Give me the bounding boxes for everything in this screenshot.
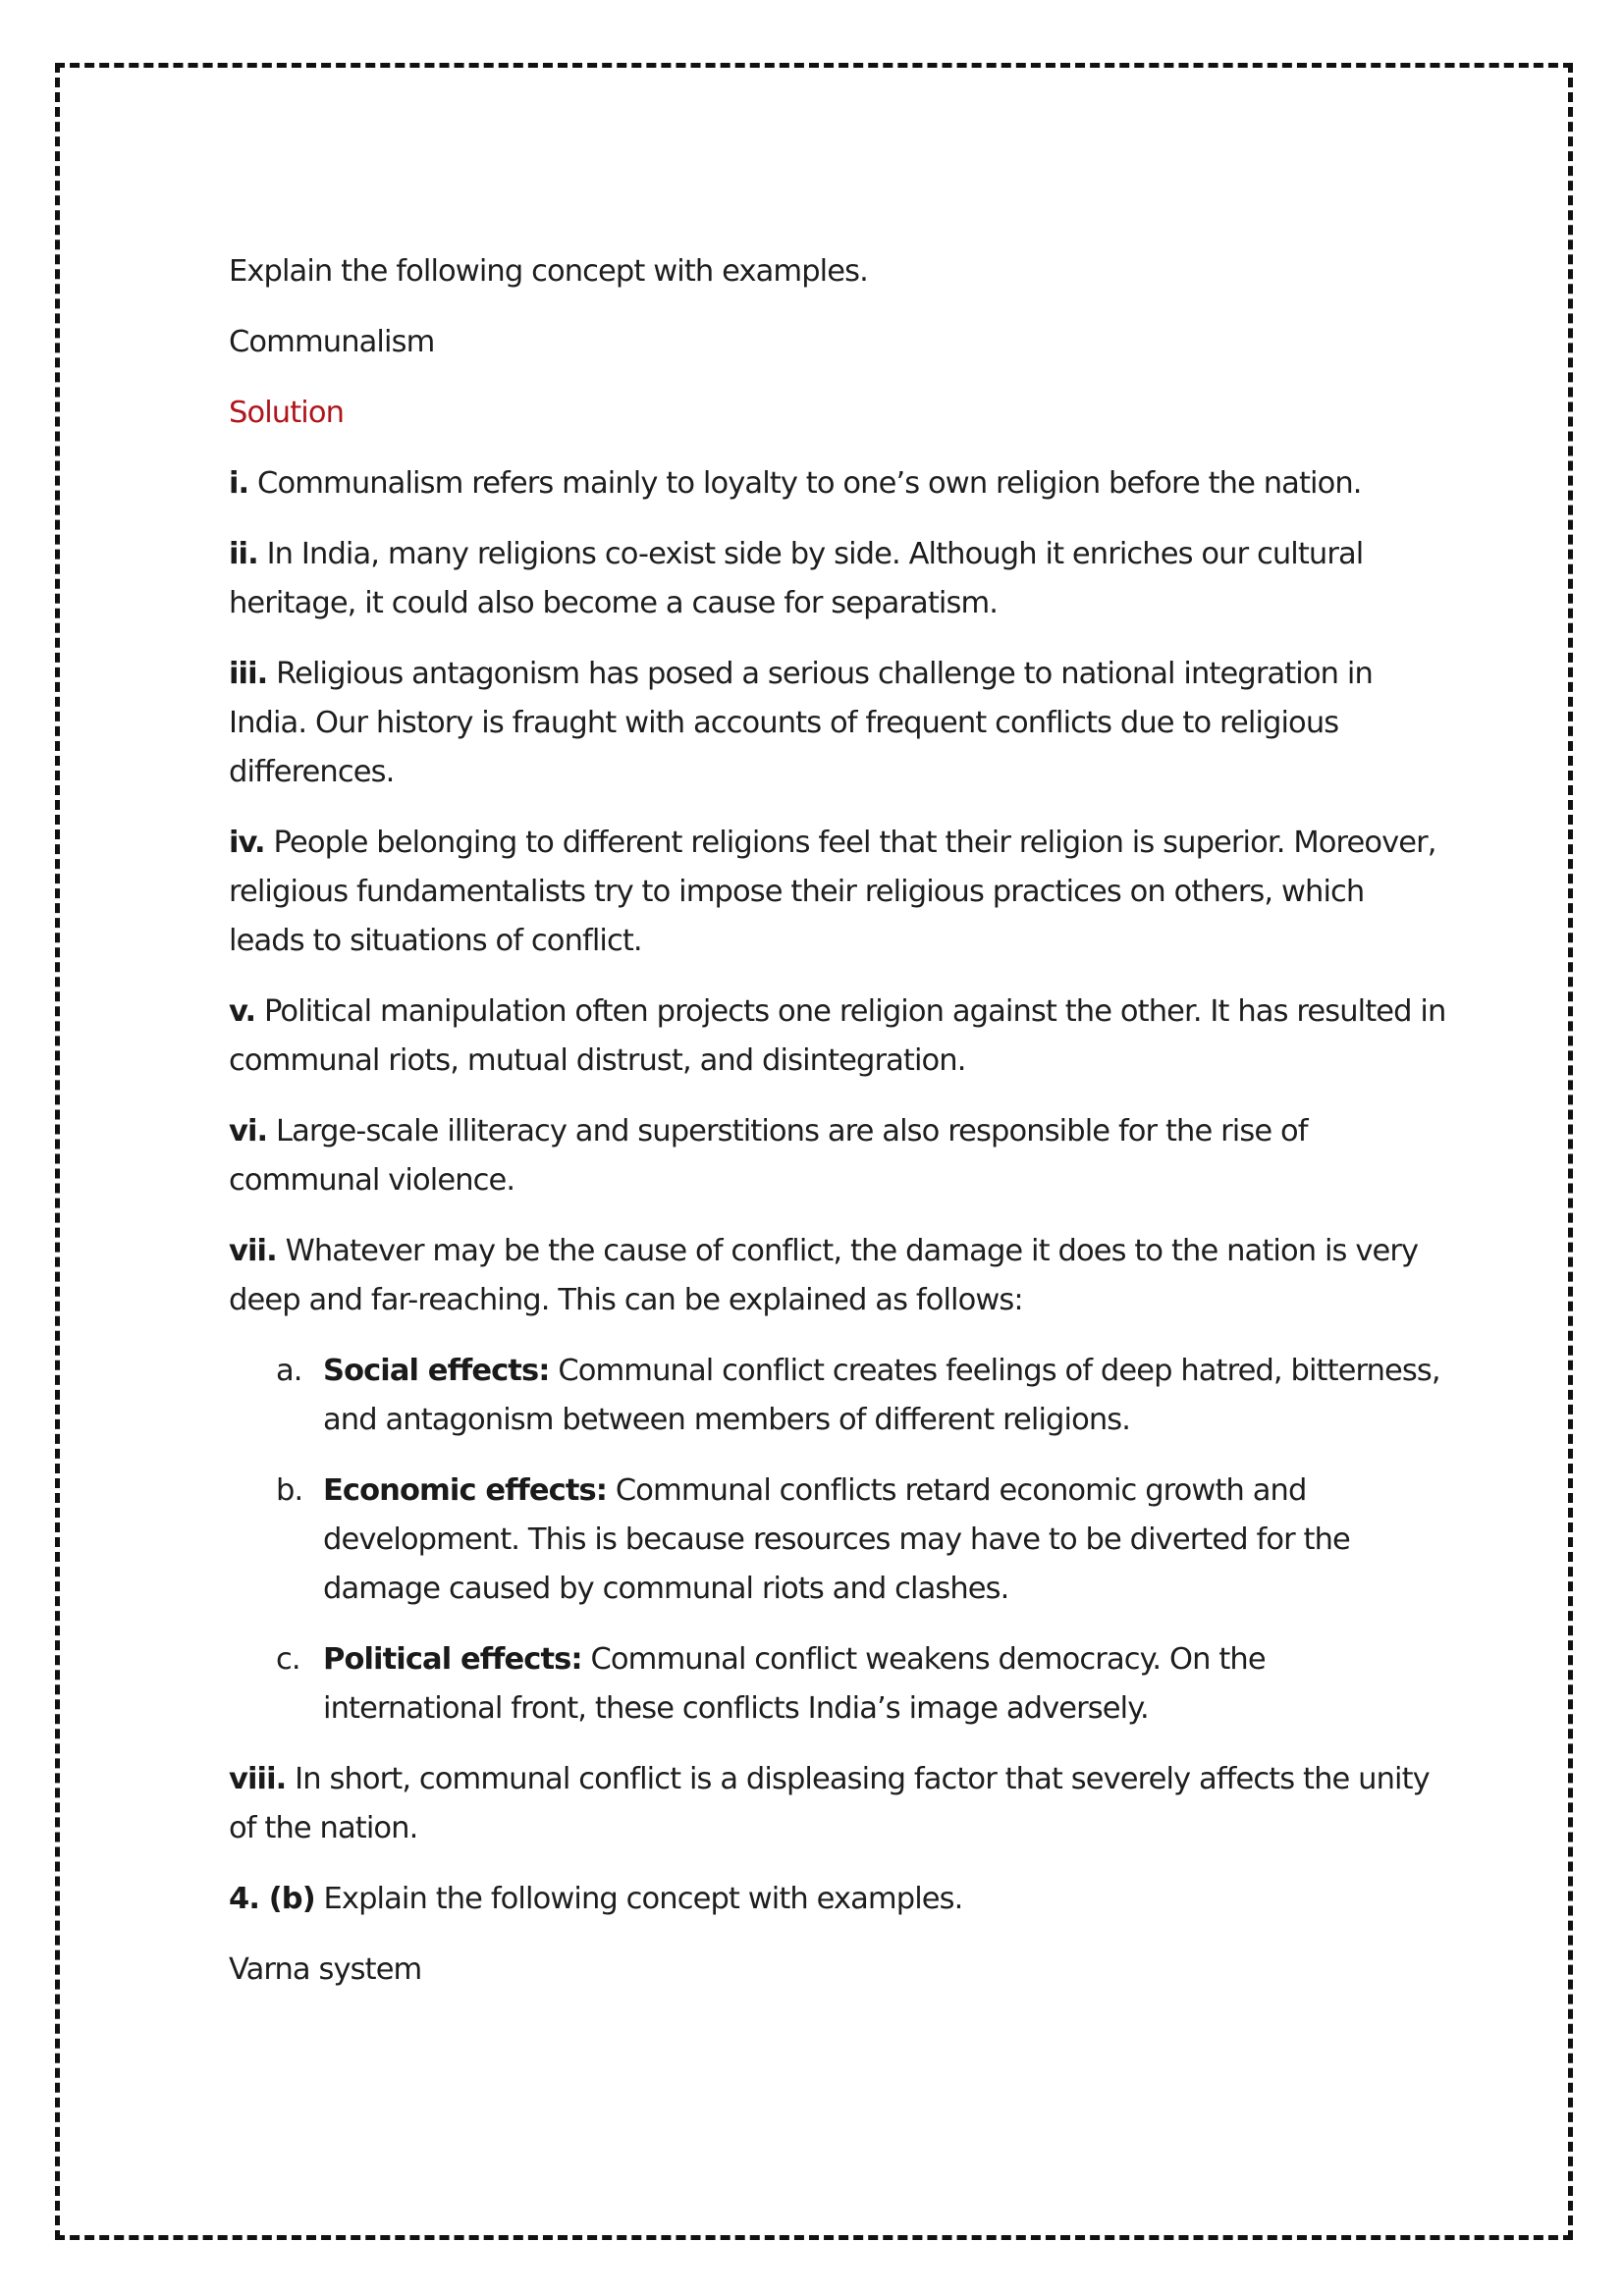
effect-text: Communal conflict creates feelings of deep hatred, bitterness, and antagonism between members of different religions. — [323, 1354, 1440, 1437]
point-number: i. — [229, 466, 249, 501]
point-number: iv. — [229, 826, 265, 860]
effect-text: Communal conflict weakens democracy. On the international front, these conflicts India’s image adversely. — [323, 1642, 1266, 1726]
point-number: ii. — [229, 537, 258, 571]
point-text: Large-scale illiteracy and superstitions are also responsible for the rise of communal violence. — [229, 1114, 1308, 1198]
point-text: People belonging to different religions feel that their religion is superior. Moreover, religious fundamentalists try to impose their religious practices on others, which leads to situations of conflict. — [229, 826, 1436, 958]
point-item — [229, 819, 1446, 966]
point-item — [229, 650, 1446, 797]
conclusion-text: In short, communal conflict is a displeasing factor that severely affects the unity of the nation. — [229, 1762, 1430, 1845]
solution-heading: Solution — [229, 396, 345, 430]
point-item — [229, 1107, 1446, 1205]
effect-term: Political effects: — [323, 1642, 582, 1677]
effect-item — [229, 1467, 1446, 1614]
effect-term: Economic effects: — [323, 1473, 608, 1508]
next-question-text: Explain the following concept with examples. — [314, 1882, 963, 1916]
point-text: In India, many religions co-exist side by side. Although it enriches our cultural heritage, it could also become a cause for separatism. — [229, 537, 1364, 620]
point-number: v. — [229, 994, 256, 1029]
conclusion-number: viii. — [229, 1762, 287, 1796]
effect-item — [229, 1635, 1446, 1734]
next-question-number: 4. (b) — [229, 1882, 315, 1916]
question-topic: Communalism — [229, 325, 435, 359]
conclusion-item — [229, 1755, 1446, 1853]
point-text: Communalism refers mainly to loyalty to one’s own religion before the nation. — [248, 466, 1362, 501]
point-item — [229, 1227, 1446, 1325]
point-number: vi. — [229, 1114, 268, 1148]
point-number: iii. — [229, 657, 268, 691]
effect-letter: b. — [276, 1473, 303, 1508]
next-question-topic: Varna system — [229, 1952, 422, 1987]
point-text: Whatever may be the cause of conflict, the damage it does to the nation is very deep and far-reaching. This can be explained as follows: — [229, 1234, 1419, 1317]
effect-letter: a. — [276, 1354, 302, 1388]
effect-text: Communal conflicts retard economic growth and development. This is because resources may have to be diverted for the damage caused by communal riots and clashes. — [323, 1473, 1350, 1606]
next-question-prompt — [229, 1875, 1446, 1924]
point-text: Religious antagonism has posed a serious challenge to national integration in India. Our history is fraught with accounts of frequent conflicts due to religious differences. — [229, 657, 1373, 789]
effect-item — [229, 1347, 1446, 1445]
point-item — [229, 459, 1446, 508]
point-text: Political manipulation often projects one religion against the other. It has resulted in communal riots, mutual distrust, and disintegration. — [229, 994, 1446, 1078]
document-body — [229, 247, 1446, 2016]
effect-letter: c. — [276, 1642, 300, 1677]
question-prompt: Explain the following concept with examples. — [229, 254, 868, 289]
effect-term: Social effects: — [323, 1354, 550, 1388]
point-item — [229, 530, 1446, 628]
point-number: vii. — [229, 1234, 277, 1268]
point-item — [229, 988, 1446, 1086]
